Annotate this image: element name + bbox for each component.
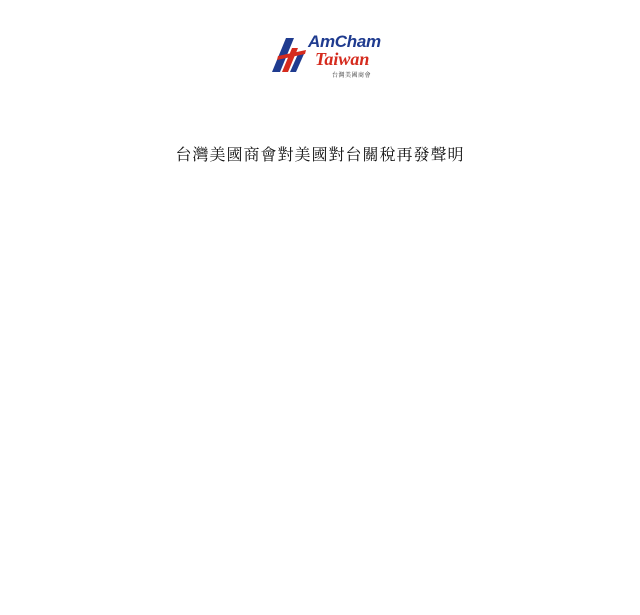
amcham-logo — [270, 30, 390, 90]
logo-wordmark-taiwan: Taiwan — [315, 49, 370, 69]
document-body — [90, 164, 550, 179]
logo-subtitle: 台灣美國商會 — [332, 72, 372, 79]
amcham-logo-mark-icon — [270, 34, 310, 74]
page-title: 台灣美國商會對美國對台關稅再發聲明 — [175, 144, 465, 164]
logo-wordmark-amcham: AmCham — [308, 32, 381, 51]
